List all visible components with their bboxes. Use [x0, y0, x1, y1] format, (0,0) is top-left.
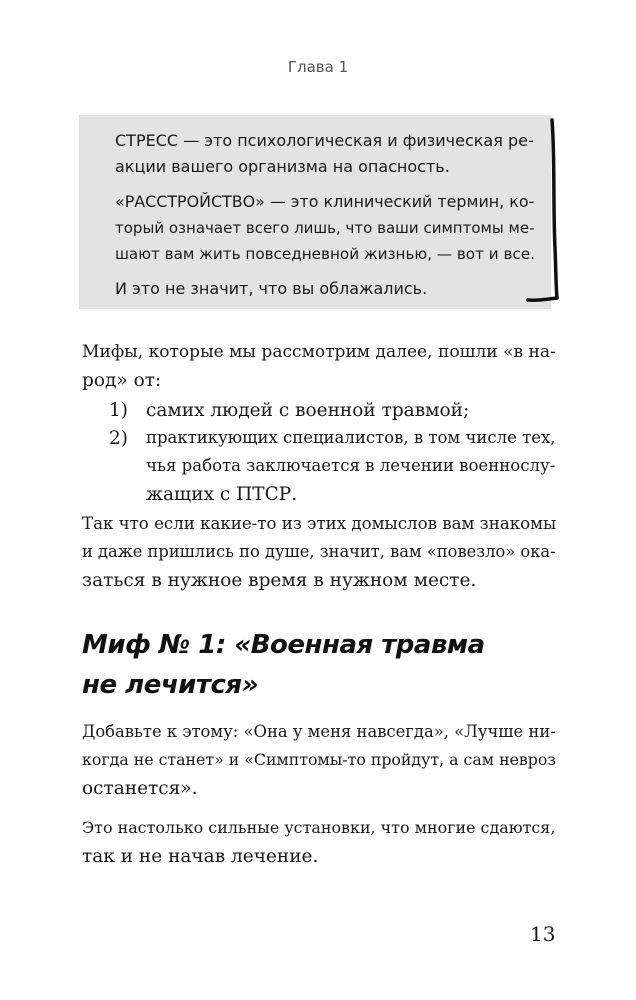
section-heading: Миф № 1: «Военная травма	[82, 630, 485, 660]
definition-callout	[79, 115, 551, 309]
paragraph-line: и даже пришлись по душе, значит, вам «повезло» ока-	[82, 542, 556, 561]
paragraph-line: заться в нужное время в нужном месте.	[82, 570, 477, 591]
paragraph-line: Так что если какие-то из этих домыслов вам знакомы	[82, 514, 557, 533]
callout-line: «РАССТРОЙСТВО» — это клинический термин, ко-	[115, 192, 535, 211]
callout-line: акции вашего организма на опасность.	[115, 157, 450, 176]
section-heading: не лечится»	[82, 670, 258, 700]
running-head: Глава 1	[287, 58, 349, 76]
paragraph-line: Добавьте к этому: «Она у меня навсегда», «Лучше ни-	[82, 722, 556, 741]
hand-drawn-bracket	[524, 108, 564, 308]
paragraph-line: когда не станет» и «Симптомы-то пройдут, а сам невроз	[82, 750, 556, 769]
list-item-line: жащих с ПТСР.	[146, 484, 298, 505]
paragraph-line: так и не начав лечение.	[82, 846, 319, 867]
callout-line: СТРЕСС — это психологическая и физическая ре-	[115, 131, 534, 150]
callout-line: шают вам жить повседневной жизнью, — вот и все.	[115, 245, 535, 263]
list-item-line: чья работа заключается в лечении военнослу-	[146, 456, 556, 475]
list-marker: 2)	[109, 428, 128, 449]
list-item-line: самих людей с военной травмой;	[146, 400, 470, 421]
intro-line: род» от:	[82, 370, 162, 391]
callout-line: И это не значит, что вы облажались.	[115, 279, 428, 298]
page-number: 13	[530, 922, 556, 946]
paragraph-line: останется».	[82, 778, 198, 799]
callout-line: торый означает всего лишь, что ваши симптомы ме-	[115, 219, 535, 237]
paragraph-line: Это настолько сильные установки, что многие сдаются,	[82, 818, 556, 837]
list-marker: 1)	[109, 400, 128, 421]
list-item-line: практикующих специалистов, в том числе тех,	[146, 428, 556, 447]
intro-line: Мифы, которые мы рассмотрим далее, пошли «в на-	[82, 342, 556, 362]
